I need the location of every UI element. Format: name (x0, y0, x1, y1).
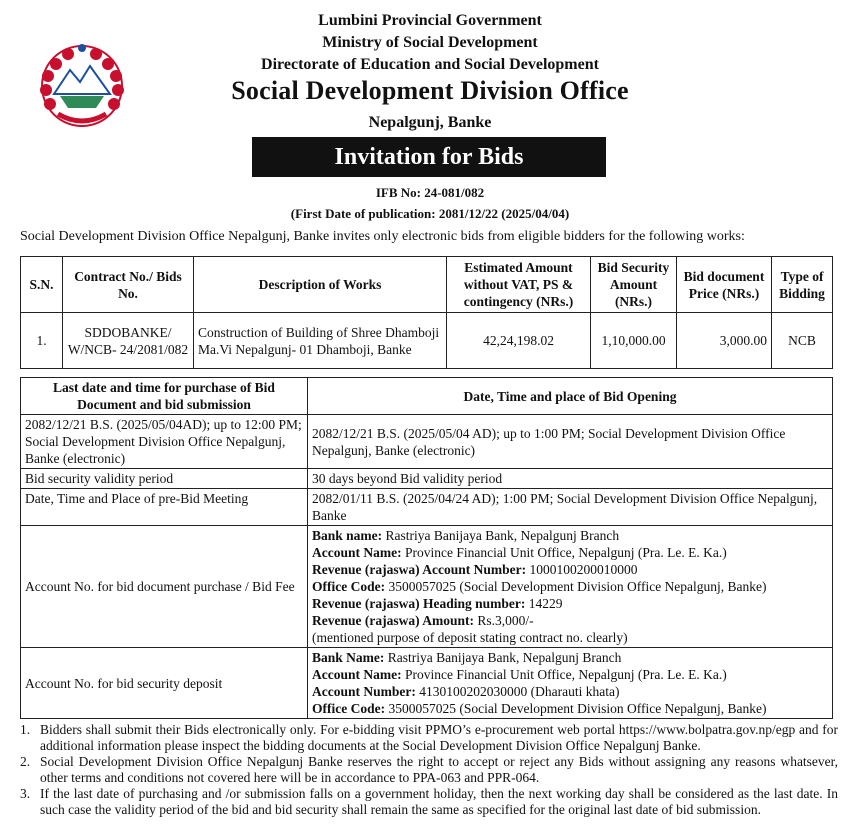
fee-amount-value: Rs.3,000/- (473, 613, 534, 628)
note-text: Social Development Division Office Nepalgunj Banke reserves the right to accept or reject any Bids without assigning any reasons whatsever, other terms and conditions not covered here will be in accordance to PPA-063 and PPR-064. (40, 754, 838, 785)
fee-account-name-value: Province Financial Unit Office, Nepalgunj (Pra. Le. E. Ka.) (401, 545, 727, 560)
table-row (21, 313, 833, 369)
header-estimated-amount: Estimated Amount without VAT, PS & contingency (NRs.) (447, 257, 591, 313)
fee-bank-value: Rastriya Banijaya Bank, Nepalgunj Branch (382, 528, 620, 543)
validity-value: 30 days beyond Bid validity period (308, 469, 833, 489)
header-contract-no: Contract No./ Bids No. (63, 257, 194, 313)
government-emblem-icon (34, 36, 130, 132)
opening-date: 2082/12/21 B.S. (2025/05/04 AD); up to 1:00 PM; Social Development Division Office Nepalgunj, Banke (electronic) (308, 415, 833, 469)
deposit-office-code-label: Office Code: (312, 701, 386, 716)
deposit-account-number-label: Account Number: (312, 684, 416, 699)
note-number: 3. (20, 786, 31, 801)
fee-heading-value: 14229 (525, 596, 563, 611)
fee-office-code-label: Office Code: (312, 579, 386, 594)
prebid-label: Date, Time and Place of pre-Bid Meeting (21, 489, 308, 526)
office-location: Nepalgunj, Banke (368, 114, 492, 131)
deposit-account-number-value: 4130100202030000 (Dharauti khata) (415, 684, 620, 699)
office-title: Social Development Division Office (231, 76, 629, 105)
prebid-value: 2082/01/11 B.S. (2025/04/24 AD); 1:00 PM; Social Development Division Office Nepalgunj, Banke (308, 489, 833, 526)
fee-heading-label: Revenue (rajaswa) Heading number: (312, 596, 526, 611)
fee-note: (mentioned purpose of deposit stating contract no. clearly) (312, 630, 628, 645)
ifb-number: IFB No: 24-081/082 (375, 185, 485, 200)
note-number: 2. (20, 754, 31, 769)
fee-bank-label: Bank name: (312, 528, 383, 543)
intro-paragraph: Social Development Division Office Nepalgunj, Banke invites only electronic bids from eligible bidders for the following works: (20, 229, 745, 244)
cell-type: NCB (772, 313, 833, 369)
cell-bid-security: 1,10,000.00 (591, 313, 677, 369)
province-heading: Lumbini Provincial Government (318, 12, 542, 29)
list-item (20, 786, 838, 818)
header-sn: S.N. (21, 257, 63, 313)
cell-doc-price: 3,000.00 (677, 313, 772, 369)
publication-date: (First Date of publication: 2081/12/22 (2025/04/04) (290, 206, 570, 221)
validity-label: Bid security validity period (21, 469, 308, 489)
notes-list (20, 722, 838, 818)
fee-office-code-value: 3500057025 (Social Development Division Office Nepalgunj, Banke) (385, 579, 767, 594)
security-deposit-details (308, 648, 833, 719)
fee-revenue-account-label: Revenue (rajaswa) Account Number: (312, 562, 527, 577)
bid-fee-details (308, 526, 833, 648)
submission-deadline: 2082/12/21 B.S. (2025/05/04AD); up to 12:00 PM; Social Development Division Office Nepalgunj, Banke (electronic) (21, 415, 308, 469)
fee-account-name-label: Account Name: (312, 545, 402, 560)
header-description: Description of Works (194, 257, 447, 313)
deposit-account-name-value: Province Financial Unit Office, Nepalgunj (Pra. Le. E. Ka.) (401, 667, 727, 682)
note-number: 1. (20, 722, 31, 737)
deposit-account-name-label: Account Name: (312, 667, 402, 682)
schedule-table (20, 377, 833, 719)
fee-revenue-account-value: 1000100200010000 (526, 562, 638, 577)
cell-estimated-amount: 42,24,198.02 (447, 313, 591, 369)
note-text: If the last date of purchasing and /or submission falls on a government holiday, then the next working day shall be considered as the last date. In such case the validity period of the bid and bid security shall remain the same as specified for the original last date of bid submission. (40, 786, 838, 817)
list-item (20, 722, 838, 754)
cell-description: Construction of Building of Shree Dhamboji Ma.Vi Nepalgunj- 01 Dhamboji, Banke (194, 313, 447, 369)
deposit-bank-label: Bank Name: (312, 650, 385, 665)
note-text: Bidders shall submit their Bids electronically only. For e-bidding visit PPMO’s e-procurement web portal https://www.bolpatra.gov.np/egp and for additional information please inspect the bidding documents at the Social Development Division Office Nepalgunj Banke. (40, 722, 838, 753)
bid-fee-label: Account No. for bid document purchase / Bid Fee (21, 526, 308, 648)
directorate-heading: Directorate of Education and Social Development (261, 56, 599, 73)
header-submission: Last date and time for purchase of Bid Document and bid submission (21, 378, 308, 415)
invitation-banner: Invitation for Bids (252, 137, 606, 177)
header-bid-security: Bid Security Amount (NRs.) (591, 257, 677, 313)
header-doc-price: Bid document Price (NRs.) (677, 257, 772, 313)
deposit-office-code-value: 3500057025 (Social Development Division Office Nepalgunj, Banke) (385, 701, 767, 716)
works-table (20, 256, 833, 369)
header-opening: Date, Time and place of Bid Opening (308, 378, 833, 415)
deposit-bank-value: Rastriya Banijaya Bank, Nepalgunj Branch (384, 650, 622, 665)
list-item (20, 754, 838, 786)
fee-amount-label: Revenue (rajaswa) Amount: (312, 613, 474, 628)
cell-sn: 1. (21, 313, 63, 369)
security-deposit-label: Account No. for bid security deposit (21, 648, 308, 719)
header-type: Type of Bidding (772, 257, 833, 313)
ministry-heading: Ministry of Social Development (322, 34, 538, 51)
cell-contract-no: SDDOBANKE/ W/NCB- 24/2081/082 (63, 313, 194, 369)
